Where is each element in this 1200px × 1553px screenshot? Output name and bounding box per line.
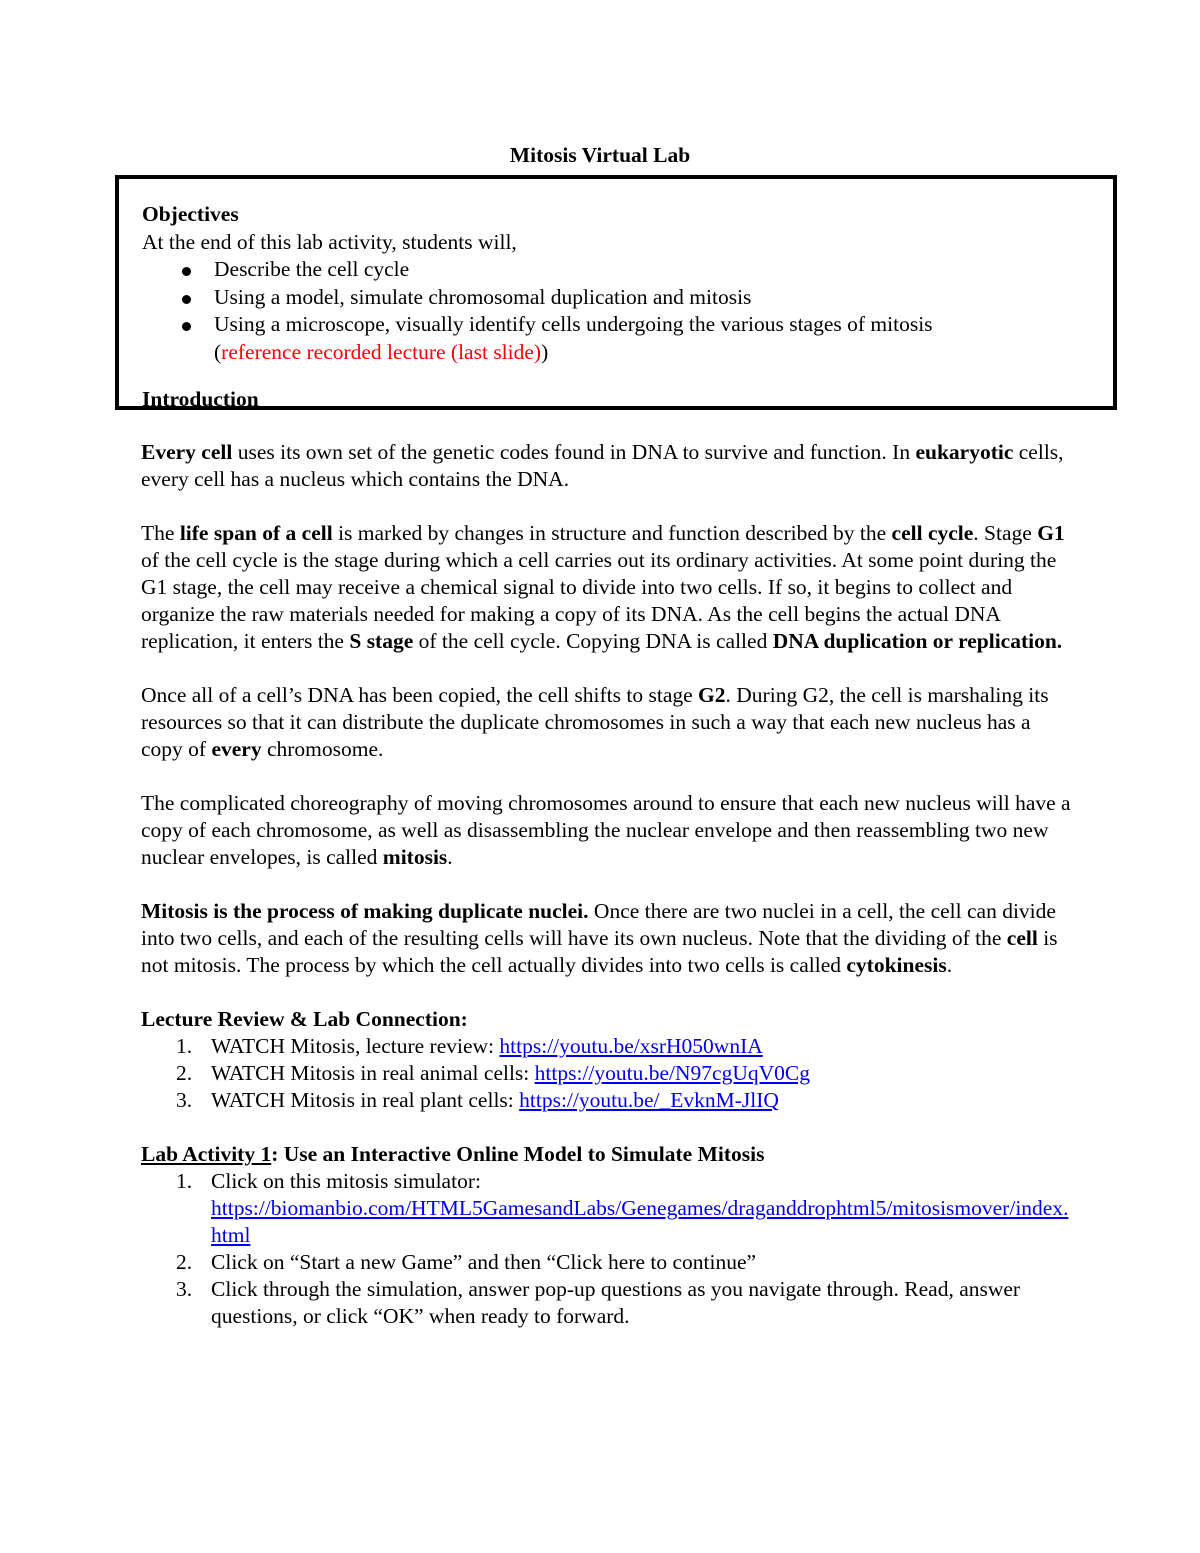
video-link[interactable]: https://youtu.be/_EvknM-JlIQ <box>519 1088 779 1112</box>
objectives-heading: Objectives <box>142 202 239 226</box>
item-number: 1. <box>176 1034 193 1058</box>
list-item <box>142 256 1102 284</box>
body-text: is marked by changes in structure and function described by the <box>332 521 892 545</box>
item-number: 2. <box>176 1250 193 1274</box>
lecture-heading: Lecture Review & Lab Connection: <box>141 1007 468 1031</box>
item-number: 1. <box>176 1169 193 1193</box>
paren-open: ( <box>214 339 222 364</box>
item-number: 2. <box>176 1061 193 1085</box>
body-text: . <box>946 953 953 977</box>
bullet-icon <box>182 322 191 331</box>
body-text: uses its own set of the genetic codes found in DNA to survive and function. In <box>232 440 916 464</box>
list-item <box>141 1249 1071 1276</box>
list-item <box>141 1060 1071 1087</box>
body-text: chromosome. <box>261 737 384 761</box>
body-text: . <box>447 845 453 869</box>
list-item <box>142 311 1102 366</box>
bold-text: eukaryotic <box>915 440 1014 464</box>
intro-paragraph-3 <box>141 682 1071 763</box>
bold-text: every <box>211 737 262 761</box>
item-text: Click through the simulation, answer pop-up questions as you navigate through. Read, answer questions, or click “OK” when ready to forward. <box>211 1277 1021 1328</box>
item-text: Click on this mitosis simulator: <box>211 1169 481 1193</box>
item-text: WATCH Mitosis in real plant cells: <box>211 1088 520 1112</box>
bold-text: mitosis <box>382 845 448 869</box>
body-text: of the cell cycle is the stage during which a cell carries out its ordinary activities. At some point during the G1 stage, the cell may receive a chemical signal to divide into two cells. If so, it begins to collect and organize the raw materials needed for making a copy of its DNA. As the cell begins the actual DNA replication, it enters the <box>141 548 1057 653</box>
list-item <box>141 1033 1071 1060</box>
activity1-heading-label: Lab Activity 1 <box>141 1142 272 1166</box>
activity1-list <box>141 1168 1071 1330</box>
activity1-heading <box>141 1141 1071 1168</box>
bullet-icon <box>182 295 191 304</box>
intro-paragraph-5 <box>141 898 1071 979</box>
bold-text: Every cell <box>141 440 233 464</box>
objectives-box <box>115 175 1117 410</box>
bold-text: life span of a cell <box>179 521 333 545</box>
intro-paragraph-4 <box>141 790 1071 871</box>
body-text: Once there are two nuclei in a cell, the cell can divide into two cells, and each of the resulting cells will have its own nucleus. Note that the dividing of the <box>141 899 1056 950</box>
objectives-lead: At the end of this lab activity, students will, <box>142 229 517 254</box>
list-item <box>141 1276 1071 1330</box>
body-text: Once all of a cell’s DNA has been copied, the cell shifts to stage <box>141 683 699 707</box>
document-body <box>141 439 1071 1357</box>
body-text: The <box>141 521 180 545</box>
reference-note: reference recorded lecture (last slide) <box>221 339 542 364</box>
video-link[interactable]: https://youtu.be/xsrH050wnIA <box>499 1034 763 1058</box>
body-text: The complicated choreography of moving chromosomes around to ensure that each new nucleus will have a copy of each chromosome, as well as disassembling the nuclear envelope and then reassembling two new nuclear envelopes, is called <box>141 791 1071 869</box>
simulator-link[interactable]: https://biomanbio.com/HTML5GamesandLabs/Genegames/draganddrophtml5/mitosismover/index.html <box>211 1196 1069 1247</box>
bold-text: S stage <box>349 629 414 653</box>
list-item <box>142 284 1102 312</box>
body-text: of the cell cycle. Copying DNA is called <box>413 629 773 653</box>
body-text: cells, every cell has a nucleus which contains the DNA. <box>141 440 1064 491</box>
objectives-list <box>142 256 1102 366</box>
objective-text: Describe the cell cycle <box>214 257 410 281</box>
bold-text: DNA duplication or replication. <box>772 629 1063 653</box>
bold-text: cell cycle <box>891 521 974 545</box>
item-number: 3. <box>176 1277 193 1301</box>
list-item <box>141 1087 1071 1114</box>
bold-text: G1 <box>1037 521 1065 545</box>
body-text: . Stage <box>973 521 1038 545</box>
objective-text: Using a microscope, visually identify cells undergoing the various stages of mitosis <box>214 312 933 336</box>
bold-text: cell <box>1006 926 1038 950</box>
item-text: WATCH Mitosis in real animal cells: <box>211 1061 535 1085</box>
body-text: . During G2, the cell is marshaling its resources so that it can distribute the duplicate chromosomes in such a way that each new nucleus has a copy of <box>141 683 1049 761</box>
lecture-list <box>141 1033 1071 1114</box>
page-title: Mitosis Virtual Lab <box>509 143 691 167</box>
introduction-heading: Introduction <box>142 387 259 410</box>
activity1-heading-rest: : Use an Interactive Online Model to Simulate Mitosis <box>271 1142 765 1166</box>
item-number: 3. <box>176 1088 193 1112</box>
body-text: is not mitosis. The process by which the cell actually divides into two cells is called <box>141 926 1058 977</box>
objectives-content <box>142 201 1102 366</box>
list-item <box>141 1168 1071 1249</box>
bold-text: Mitosis is the process of making duplicate nuclei. <box>141 899 589 923</box>
objective-text: Using a model, simulate chromosomal duplication and mitosis <box>214 284 752 309</box>
intro-paragraph-2 <box>141 520 1071 655</box>
intro-paragraph-1 <box>141 439 1071 493</box>
item-text: WATCH Mitosis, lecture review: <box>211 1034 500 1058</box>
bullet-icon <box>182 267 191 276</box>
bold-text: G2 <box>698 683 726 707</box>
video-link[interactable]: https://youtu.be/N97cgUqV0Cg <box>534 1061 810 1085</box>
paren-close: ) <box>541 339 549 364</box>
item-text: Click on “Start a new Game” and then “Click here to continue” <box>211 1250 757 1274</box>
bold-text: cytokinesis <box>846 953 947 977</box>
